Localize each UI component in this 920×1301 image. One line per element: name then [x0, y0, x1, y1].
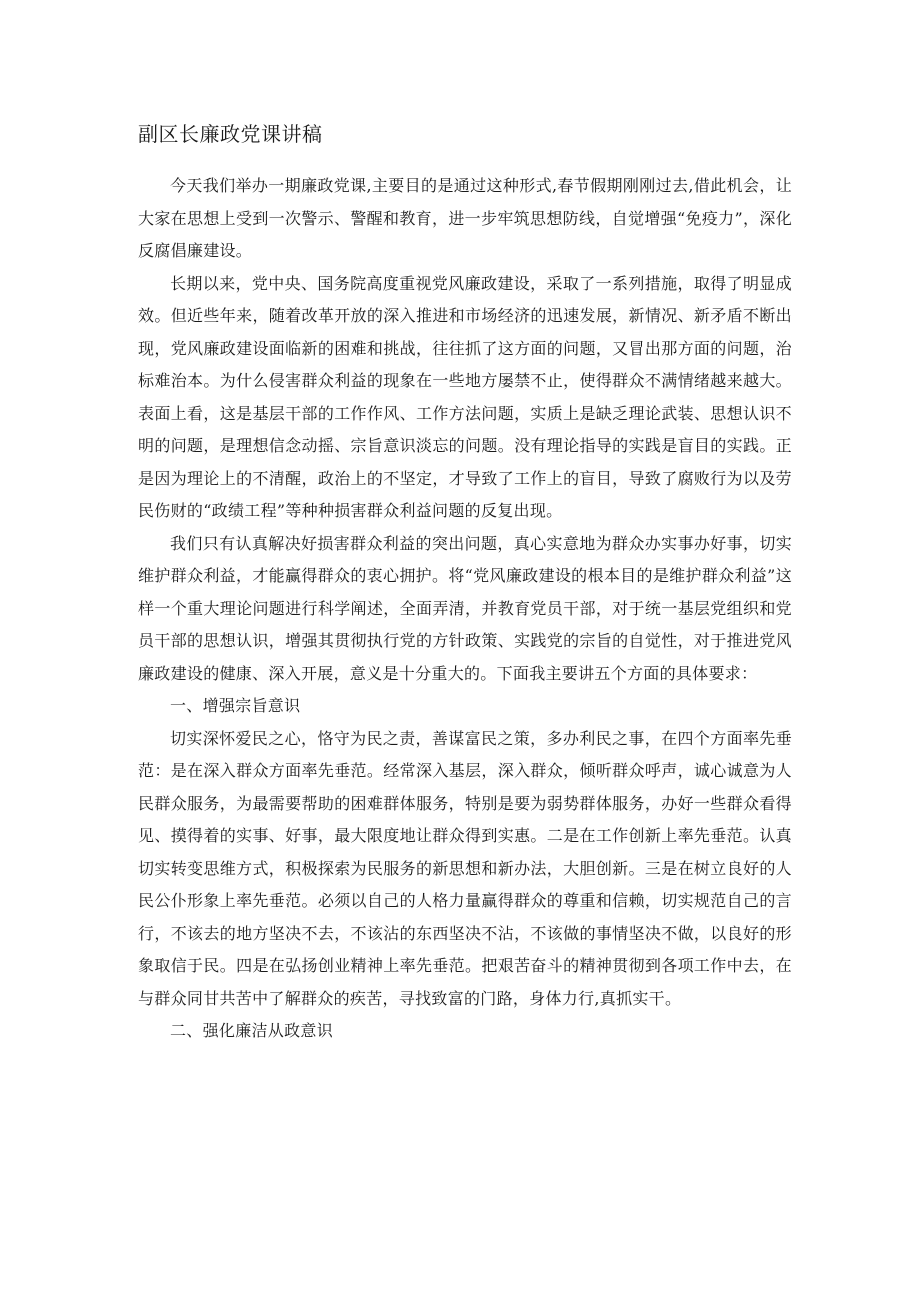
section-heading-one: 一、增强宗旨意识 [170, 696, 301, 715]
paragraph-requirements: 我们只有认真解决好损害群众利益的突出问题，真心实意地为群众办实事办好事，切实维护群众利益，才能赢得群众的衷心拥护。将“党风廉政建设的根本目的是维护群众利益”这样一个重大理论问题进行科学阐述，全面弄清，并教育党员干部，对于统一基层党组织和党员干部的思想认识，增强其贯彻执行党的方针政策、实践党的宗旨的自觉性，对于推进党风廉政建设的健康、深入开展，意义是十分重大的。下面我主要讲五个方面的具体要求： [138, 533, 792, 683]
section-heading-two: 二、强化廉洁从政意识 [170, 1021, 334, 1040]
paragraph-background: 长期以来，党中央、国务院高度重视党风廉政建设，采取了一系列措施，取得了明显成效。但近些年来，随着改革开放的深入推进和市场经济的迅速发展，新情况、新矛盾不断出现，党风廉政建设面临新的困难和挑战，往往抓了这方面的问题，又冒出那方面的问题，治标难治本。为什么侵害群众利益的现象在一些地方屡禁不止，使得群众不满情绪越来越大。表面上看，这是基层干部的工作作风、工作方法问题，实质上是缺乏理论武装、思想认识不明的问题，是理想信念动摇、宗旨意识淡忘的问题。没有理论指导的实践是盲目的实践。正是因为理论上的不清醒，政治上的不坚定，才导致了工作上的盲目，导致了腐败行为以及劳民伤财的“政绩工程”等种种损害群众利益问题的反复出现。 [138, 273, 792, 520]
section-one-body: 切实深怀爱民之心，恪守为民之责，善谋富民之策，多办利民之事，在四个方面率先垂范：是在深入群众方面率先垂范。经常深入基层，深入群众，倾听群众呼声，诚心诚意为人民群众服务，为最需要帮助的困难群体服务，特别是要为弱势群体服务，办好一些群众看得见、摸得着的实事、好事，最大限度地让群众得到实惠。二是在工作创新上率先垂范。认真切实转变思维方式，积极探索为民服务的新思想和新办法，大胆创新。三是在树立良好的人民公仆形象上率先垂范。必须以自己的人格力量赢得群众的尊重和信赖，切实规范自己的言行，不该去的地方坚决不去，不该沾的东西坚决不沾，不该做的事情坚决不做，以良好的形象取信于民。四是在弘扬创业精神上率先垂范。把艰苦奋斗的精神贯彻到各项工作中去，在与群众同甘共苦中了解群众的疾苦，寻找致富的门路，身体力行,真抓实干。 [138, 728, 792, 1008]
paragraph-intro: 今天我们举办一期廉政党课,主要目的是通过这种形式,春节假期刚刚过去,借此机会，让大家在思想上受到一次警示、警醒和教育，进一步牢筑思想防线，自觉增强“免疫力”，深化反腐倡廉建设。 [138, 176, 792, 260]
document-page [138, 118, 792, 1048]
document-title: 副区长廉政党课讲稿 [138, 122, 323, 146]
